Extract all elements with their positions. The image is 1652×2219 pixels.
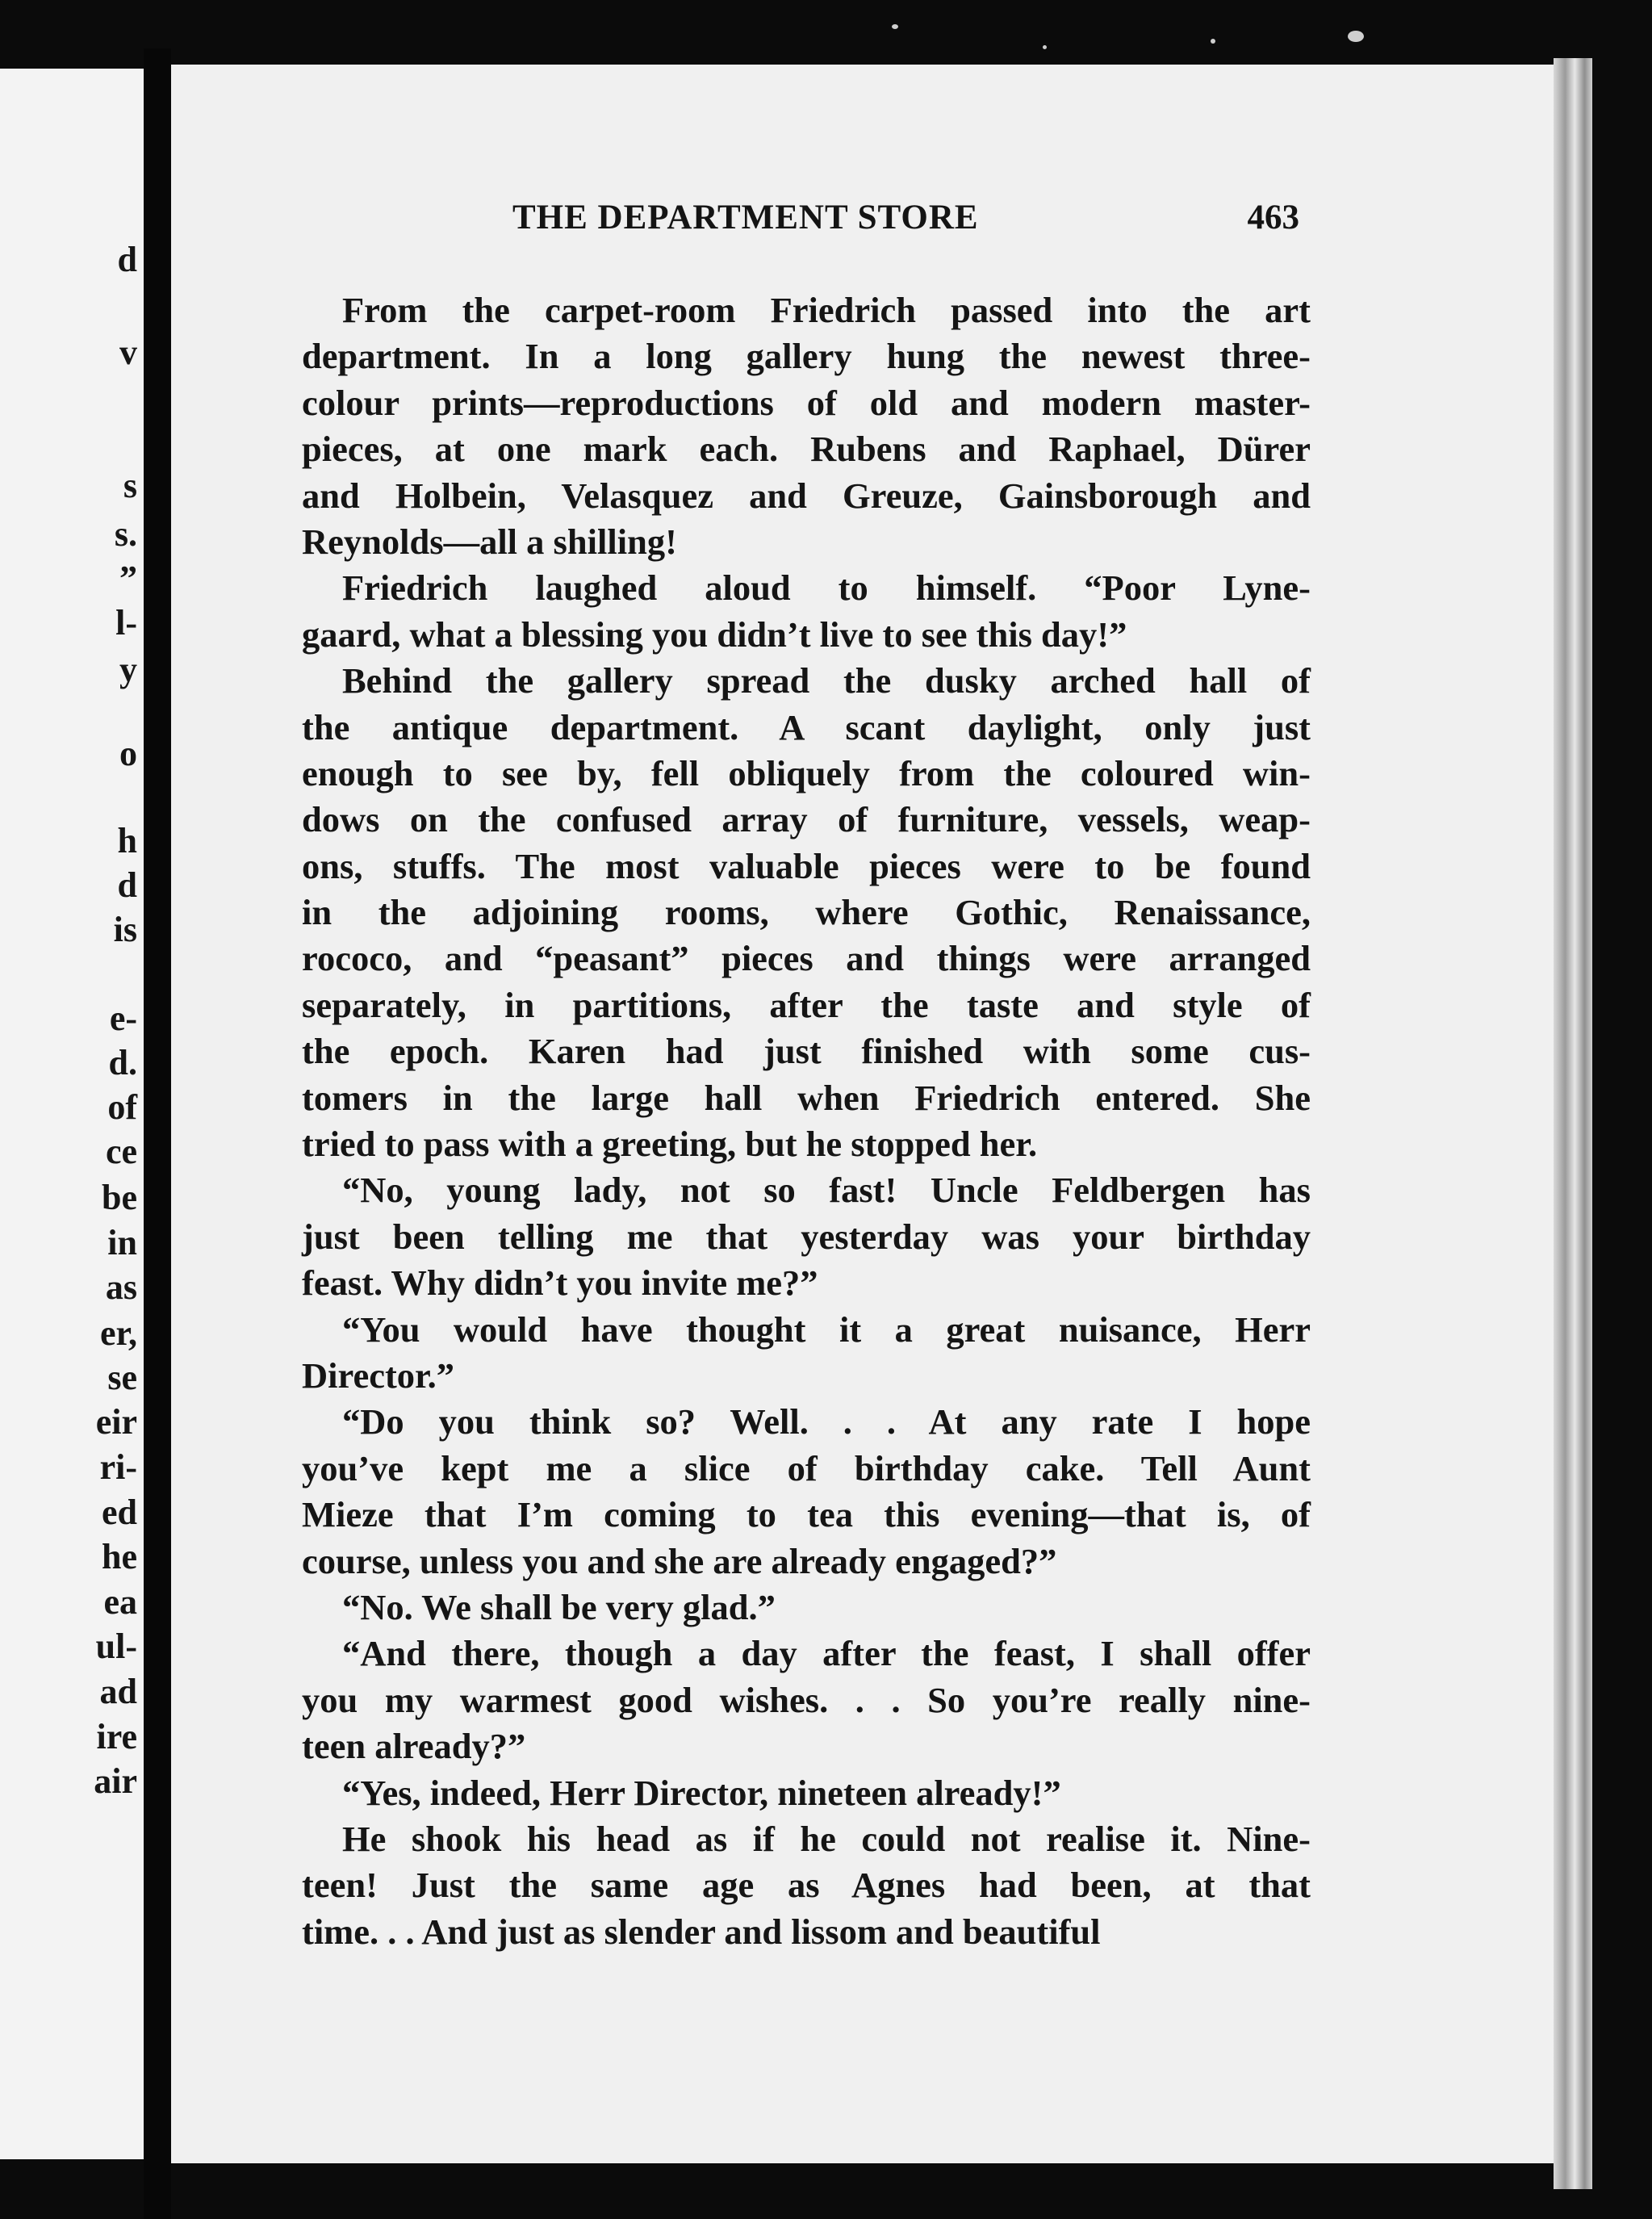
facing-page-fragment: air [94,1761,137,1801]
text-line: just been telling me that yesterday was your birthday [302,1216,1311,1257]
facing-page-fragment: of [107,1087,137,1127]
body-text [302,287,1311,1955]
facing-page-fragment: ea [103,1582,137,1622]
text-line: you my warmest good wishes. . . So you’re really nine- [302,1679,1311,1720]
text-line: gaard, what a blessing you didn’t live to see this day!” [302,613,1127,655]
facing-page-fragment: s. [114,514,137,554]
facing-page-fragment: d [117,240,137,279]
text-line: Reynolds—all a shilling! [302,521,677,562]
facing-page-fragment: ri- [99,1447,137,1487]
facing-page-fragment: er, [99,1313,137,1353]
page-header [299,198,1299,246]
facing-page-fragment: ul- [95,1627,137,1666]
facing-page-fragment: h [117,821,137,860]
text-line: enough to see by, fell obliquely from the coloured win- [302,752,1311,793]
text-line: department. In a long gallery hung the newest three- [302,336,1311,377]
text-line: teen already?” [302,1726,526,1767]
facing-page-fragment: s [123,466,137,505]
text-line: separately, in partitions, after the taste and style of [302,984,1311,1025]
facing-page-fragment: o [119,734,137,773]
text-line: colour prints—reproductions of old and modern master- [302,382,1311,423]
text-line: course, unless you and she are already engaged?” [302,1540,1057,1581]
text-line: He shook his head as if he could not realise it. Nine- [342,1818,1311,1859]
text-line: Mieze that I’m coming to tea this evening—that is, of [302,1494,1311,1535]
facing-page-edge [0,69,144,2159]
text-line: tomers in the large hall when Friedrich entered. She [302,1077,1311,1118]
text-line: “No, young lady, not so fast! Uncle Feldbergen has [342,1170,1311,1211]
facing-page-fragment: l- [115,603,137,643]
text-line: feast. Why didn’t you invite me?” [302,1262,818,1304]
text-line: dows on the confused array of furniture, vessels, weap- [302,799,1311,840]
text-line: and Holbein, Velasquez and Greuze, Gainsborough and [302,475,1311,516]
facing-page-fragment: in [107,1223,137,1262]
facing-page-fragment: se [107,1358,137,1397]
facing-page-fragment: as [105,1267,137,1307]
facing-page-fragment: v [119,333,137,372]
text-line: time. . . And just as slender and lissom and beautiful [302,1911,1101,1952]
text-line: ons, stuffs. The most valuable pieces were to be found [302,845,1311,886]
text-line: “No. We shall be very glad.” [342,1586,776,1627]
text-line: “Do you think so? Well. . . At any rate I hope [342,1401,1311,1442]
text-line: “You would have thought it a great nuisance, Herr [342,1308,1311,1350]
facing-page-fragment: ” [119,559,137,598]
facing-page-fragment: ad [99,1672,137,1711]
facing-page-fragment: d [117,865,137,905]
facing-page-fragment: is [113,910,137,949]
text-line: the antique department. A scant daylight, only just [302,706,1311,747]
page-stack-edge [1554,58,1592,2189]
text-line: pieces, at one mark each. Rubens and Raphael, Dürer [302,429,1311,470]
text-line: Behind the gallery spread the dusky arched hall of [342,660,1311,701]
facing-page-fragment: y [119,650,137,689]
facing-page-fragment: e- [109,999,137,1038]
text-line: teen! Just the same age as Agnes had been, at that [302,1865,1311,1906]
text-line: in the adjoining rooms, where Gothic, Renaissance, [302,892,1311,933]
facing-page-fragment: he [102,1537,137,1576]
book-gutter [144,48,171,2219]
text-line: the epoch. Karen had just finished with some cus- [302,1031,1311,1072]
text-line: “And there, though a day after the feast, I shall offer [342,1633,1311,1674]
text-line: “Yes, indeed, Herr Director, nineteen already!” [342,1772,1061,1813]
facing-page-fragment: ire [96,1717,137,1756]
facing-page-fragment: eir [95,1402,137,1442]
text-line: tried to pass with a greeting, but he stopped her. [302,1124,1038,1165]
facing-page-fragment: be [102,1178,137,1217]
text-line: rococo, and “peasant” pieces and things were arranged [302,938,1311,979]
text-line: From the carpet-room Friedrich passed into the art [342,290,1311,330]
facing-page-fragment: ce [105,1132,137,1171]
text-line: you’ve kept me a slice of birthday cake. Tell Aunt [302,1447,1311,1488]
facing-page-fragment: ed [102,1493,137,1532]
page-number: 463 [1247,199,1299,237]
text-line: Director.” [302,1354,455,1396]
running-head: THE DEPARTMENT STORE [512,199,979,237]
text-line: Friedrich laughed aloud to himself. “Poor Lyne- [342,567,1311,609]
facing-page-fragment: d. [108,1043,137,1082]
